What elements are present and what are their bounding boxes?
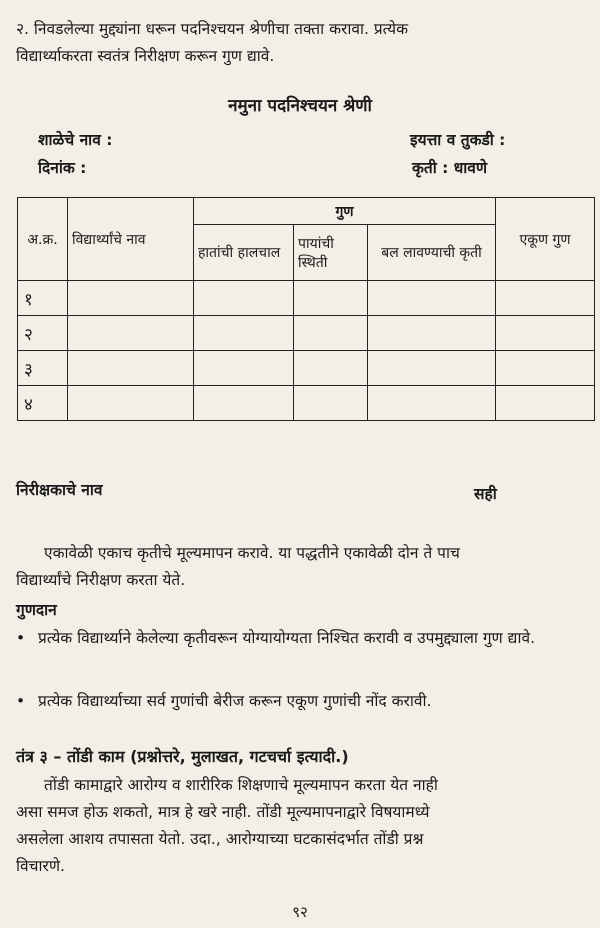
note-paragraph-2: [16, 567, 588, 594]
cell-total: [496, 316, 595, 351]
intro-line-1: २. निवडलेल्या मुद्द्यांना धरून पदनिश्चयन श्रेणीचा तक्ता करावा. प्रत्येक: [16, 20, 409, 38]
page-number: ९२: [292, 903, 308, 921]
cell-student: [68, 351, 194, 386]
note-text: एकावेळी एकाच कृतीचे मूल्यमापन करावे. या पद्धतीने एकावेळी दोन ते पाच: [44, 544, 460, 562]
technique-paragraph: [16, 772, 588, 880]
cell-hand: [194, 316, 294, 351]
bullet-dot-icon: •: [16, 692, 26, 710]
note-text-2: विद्यार्थ्यांचे निरीक्षण करता येते.: [16, 571, 186, 589]
cell-leg: [294, 351, 368, 386]
row-number: २: [18, 316, 68, 351]
intro-line-2: विद्यार्थ्याकरता स्वतंत्र निरीक्षण करून गुण द्यावे.: [16, 47, 275, 65]
technique-line-1: तोंडी कामाद्वारे आरोग्य व शारीरिक शिक्षणाचे मूल्यमापन करता येत नाही: [44, 776, 438, 794]
technique-heading: तंत्र ३ – तोंडी काम (प्रश्नोत्तरे, मुलाखत, गटचर्चा इत्यादी.): [16, 747, 349, 766]
bullet-item: [16, 688, 588, 715]
technique-line-2: असा समज होऊ शकतो, मात्र हे खरे नाही. तोंडी मूल्यमापनाद्वारे विषयामध्ये: [16, 803, 430, 821]
cell-total: [496, 386, 595, 421]
date-label: दिनांक :: [38, 159, 87, 177]
gundan-heading: गुणदान: [16, 601, 57, 619]
class-division-label: इयत्ता व तुकडी :: [410, 131, 506, 149]
bullet-dot-icon: •: [16, 629, 26, 647]
cell-hand: [194, 351, 294, 386]
technique-line-4: विचारणे.: [16, 857, 65, 875]
bullet-text: प्रत्येक विद्यार्थ्याने केलेल्या कृतीवरून योग्यायोग्यता निश्चित करावी व उपमुद्द्याला गुण द्यावे.: [38, 629, 536, 647]
header-hand-movement: हातांची हालचाल: [194, 225, 294, 281]
activity-label: कृती : धावणे: [412, 159, 488, 177]
cell-total: [496, 351, 595, 386]
cell-hand: [194, 281, 294, 316]
cell-leg: [294, 316, 368, 351]
bullet-text: प्रत्येक विद्यार्थ्याच्या सर्व गुणांची बेरीज करून एकूण गुणांची नोंद करावी.: [38, 692, 432, 710]
cell-student: [68, 316, 194, 351]
observer-name-label: निरीक्षकाचे नाव: [16, 481, 103, 499]
technique-line-3: असलेला आशय तपासता येतो. उदा., आरोग्याच्या घटकासंदर्भात तोंडी प्रश्न: [16, 830, 424, 848]
rating-scale-table: [17, 197, 595, 421]
cell-hand: [194, 386, 294, 421]
table-row: [18, 351, 595, 386]
sheet-title: नमुना पदनिश्चयन श्रेणी: [228, 96, 372, 116]
header-student-name: विद्यार्थ्यांचे नाव: [68, 198, 194, 281]
cell-force: [368, 281, 496, 316]
cell-leg: [294, 386, 368, 421]
header-total-marks: एकूण गुण: [496, 198, 595, 281]
header-force-action: बल लावण्याची कृती: [368, 225, 496, 281]
header-serial: अ.क्र.: [18, 198, 68, 281]
note-paragraph: [16, 540, 588, 567]
header-marks-group: गुण: [194, 198, 496, 225]
intro-paragraph: [16, 16, 588, 70]
cell-force: [368, 316, 496, 351]
cell-student: [68, 386, 194, 421]
table-row: [18, 386, 595, 421]
bullet-item: [16, 625, 588, 652]
row-number: १: [18, 281, 68, 316]
row-number: ३: [18, 351, 68, 386]
header-leg-position: पायांची स्थिती: [294, 225, 368, 281]
signature-label: सही: [474, 485, 497, 503]
table-row: [18, 281, 595, 316]
cell-total: [496, 281, 595, 316]
cell-leg: [294, 281, 368, 316]
row-number: ४: [18, 386, 68, 421]
school-name-label: शाळेचे नाव :: [38, 131, 113, 149]
cell-force: [368, 386, 496, 421]
cell-force: [368, 351, 496, 386]
table-row: [18, 316, 595, 351]
cell-student: [68, 281, 194, 316]
